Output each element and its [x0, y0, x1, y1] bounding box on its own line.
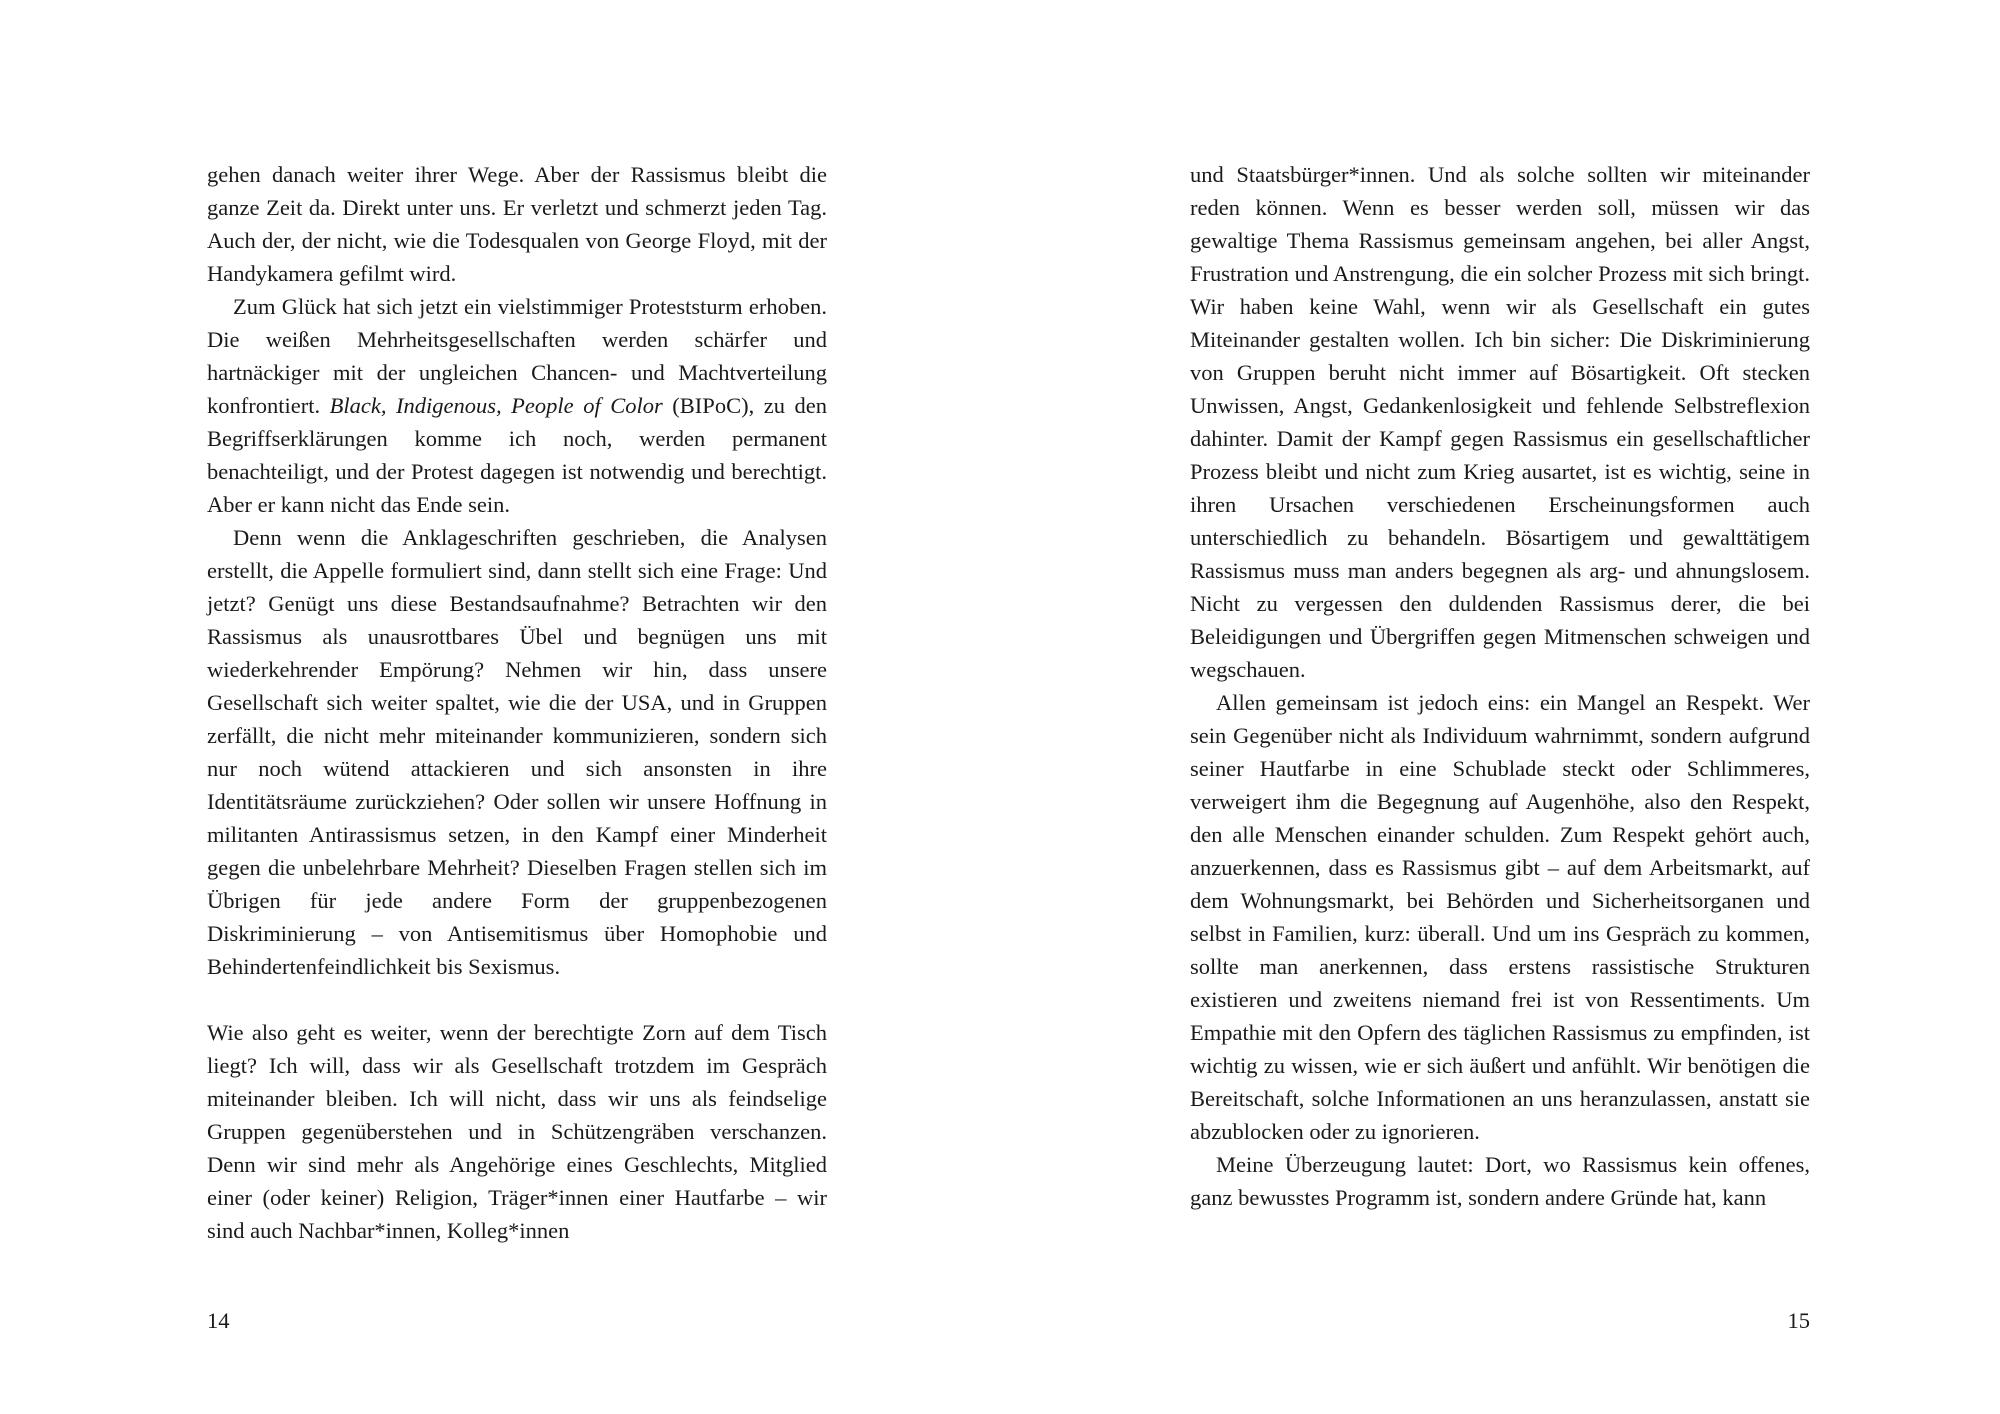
- left-page-body: [207, 158, 827, 1247]
- paragraph-text: Zum Glück hat sich jetzt ein vielstimmiger Proteststurm erhoben. Die weißen Mehrheitsgesellschaften werden schärfer und hartnäckiger mit der ungleichen Chancen- und Machtverteilung konfrontiert.: [207, 294, 827, 418]
- paragraph: gehen danach weiter ihrer Wege. Aber der Rassismus bleibt die ganze Zeit da. Direkt unter uns. Er verletzt und schmerzt jeden Tag. Auch der, der nicht, wie die Todesqualen von George Floyd, mit der Handykamera gefilmt wird.: [207, 162, 827, 286]
- page-number: 15: [1787, 1308, 1810, 1333]
- italic-term: Black, Indigenous, People of Color: [329, 393, 663, 418]
- paragraph: und Staatsbürger*innen. Und als solche sollten wir miteinander reden können. Wenn es besser werden soll, müssen wir das gewaltige Thema Rassismus gemeinsam angehen, bei aller Angst, Frustration und Anstrengung, die ein solcher Prozess mit sich bringt. Wir haben keine Wahl, wenn wir als Gesellschaft ein gutes Miteinander gestalten wollen. Ich bin sicher: Die Diskriminierung von Gruppen beruht nicht immer auf Bösartigkeit. Oft stecken Unwissen, Angst, Gedankenlosigkeit und fehlende Selbstreflexion dahinter. Damit der Kampf gegen Rassismus ein gesellschaftlicher Prozess bleibt und nicht zum Krieg ausartet, ist es wichtig, seine in ihren Ursachen verschiedenen Erscheinungsformen auch unterschiedlich zu behandeln. Bösartigem und gewalttätigem Rassismus muss man anders begegnen als arg- und ahnungslosem. Nicht zu vergessen den duldenden Rassismus derer, die bei Beleidigungen und Übergriffen gegen Mitmenschen schweigen und wegschauen.: [1190, 162, 1810, 682]
- paragraph-text: (BIPoC), zu den Begriffserklärungen komme ich noch, werden permanent benachteiligt, und der Protest dagegen ist notwendig und berechtigt. Aber er kann nicht das Ende sein.: [207, 393, 827, 517]
- paragraph: [207, 290, 827, 521]
- right-page: [1000, 0, 2000, 1414]
- paragraph: Wie also geht es weiter, wenn der berechtigte Zorn auf dem Tisch liegt? Ich will, dass wir als Gesellschaft trotzdem im Gespräch miteinander bleiben. Ich will nicht, dass wir uns als feindselige Gruppen gegenüberstehen und in Schützengräben verschanzen. Denn wir sind mehr als Angehörige eines Geschlechts, Mitglied einer (oder keiner) Religion, Träger*innen einer Hautfarbe – wir sind auch Nachbar*innen, Kolleg*innen: [207, 1020, 827, 1243]
- paragraph: Denn wenn die Anklageschriften geschrieben, die Analysen erstellt, die Appelle formuliert sind, dann stellt sich eine Frage: Und jetzt? Genügt uns diese Bestandsaufnahme? Betrachten wir den Rassismus als unausrottbares Übel und begnügen uns mit wiederkehrender Empörung? Nehmen wir hin, dass unsere Gesellschaft sich weiter spaltet, wie die der USA, und in Gruppen zerfällt, die nicht mehr miteinander kommunizieren, sondern sich nur noch wütend attackieren und sich ansonsten in ihre Identitätsräume zurückziehen? Oder sollen wir unsere Hoffnung in militanten Antirassismus setzen, in den Kampf einer Minderheit gegen die unbelehrbare Mehrheit? Dieselben Fragen stellen sich im Übrigen für jede andere Form der gruppenbezogenen Diskriminierung – von Antisemitismus über Homophobie und Behindertenfeindlichkeit bis Sexismus.: [207, 525, 827, 979]
- right-page-body: [1190, 158, 1810, 1214]
- page-number: 14: [207, 1308, 230, 1333]
- paragraph: Allen gemeinsam ist jedoch eins: ein Mangel an Respekt. Wer sein Gegenüber nicht als Individuum wahrnimmt, sondern aufgrund seiner Hautfarbe in eine Schublade steckt oder Schlimmeres, verweigert ihm die Begegnung auf Augenhöhe, also den Respekt, den alle Menschen einander schulden. Zum Respekt gehört auch, anzuerkennen, dass es Rassismus gibt – auf dem Arbeitsmarkt, auf dem Wohnungsmarkt, bei Behörden und Sicherheitsorganen und selbst in Familien, kurz: überall. Und um ins Gespräch zu kommen, sollte man anerkennen, dass erstens rassistische Strukturen existieren und zweitens niemand frei ist von Ressentiments. Um Empathie mit den Opfern des täglichen Rassismus zu empfinden, ist wichtig zu wissen, wie er sich äußert und anfühlt. Wir benötigen die Bereitschaft, solche Informationen an uns heranzulassen, anstatt sie abzublocken oder zu ignorieren.: [1190, 690, 1810, 1144]
- paragraph: Meine Überzeugung lautet: Dort, wo Rassismus kein offenes, ganz bewusstes Programm ist, sondern andere Gründe hat, kann: [1190, 1152, 1810, 1210]
